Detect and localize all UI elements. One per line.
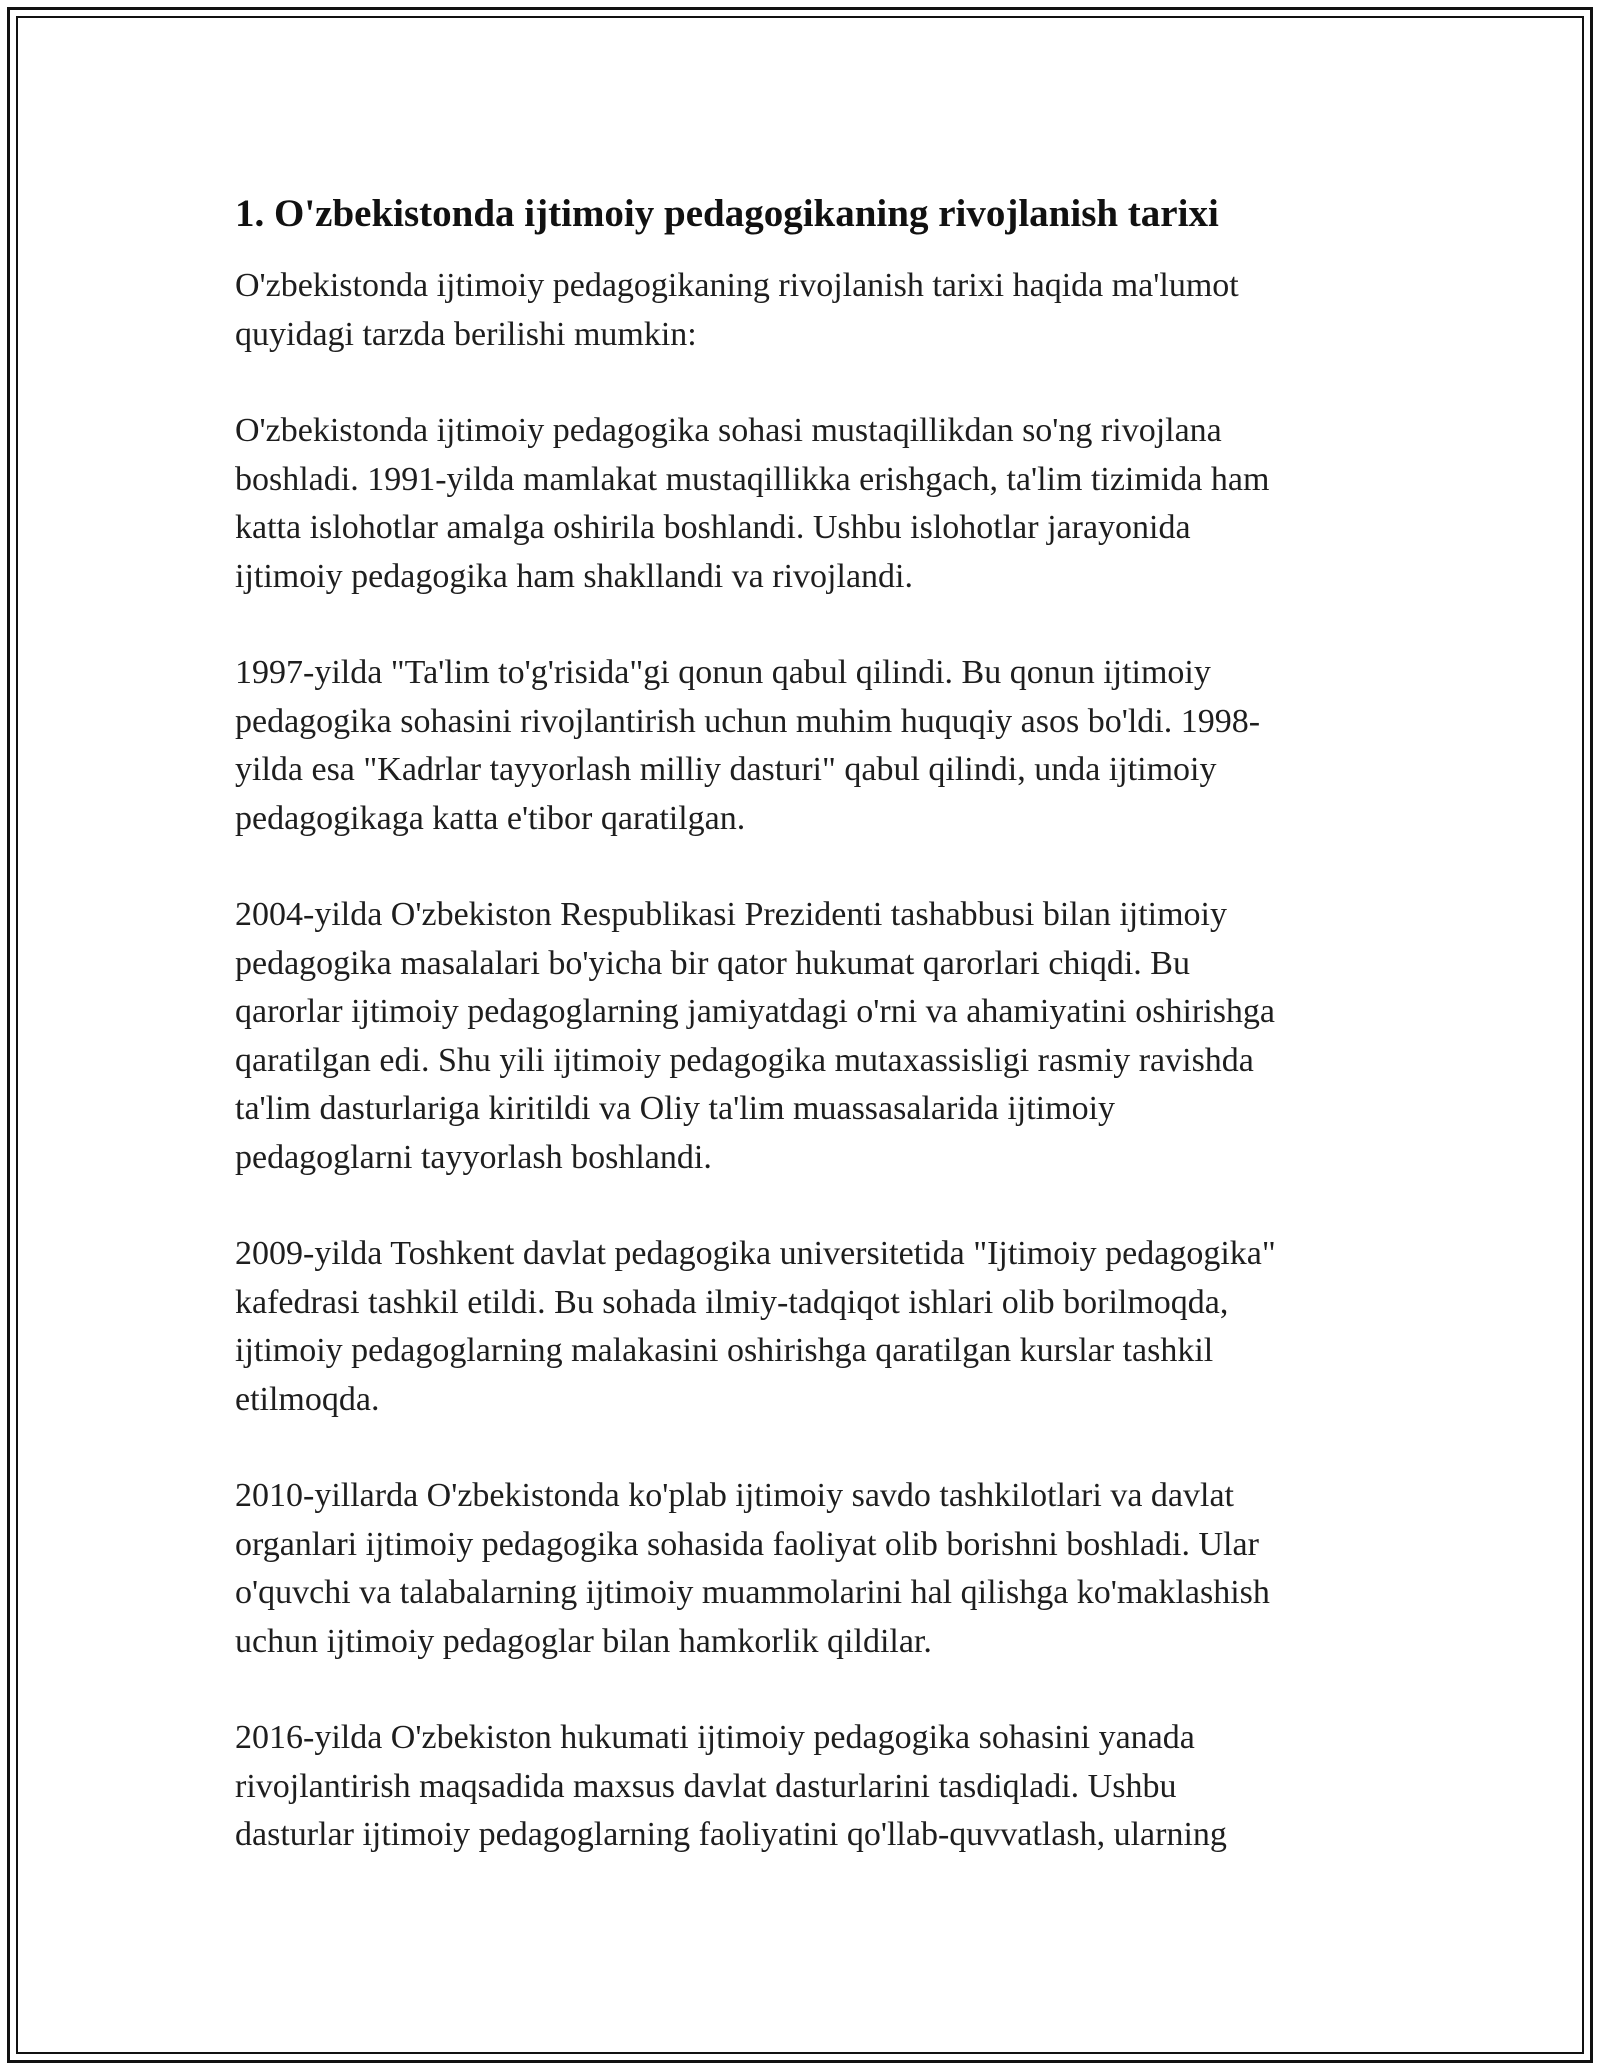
paragraph-2010: 2010-yillarda O'zbekistonda ko'plab ijtimoiy savdo tashkilotlari va davlat organlari ijtimoiy pedagogika sohasida faoliyat olib borishni boshladi. Ular o'quvchi va talabalarning ijtimoiy muammolarini hal qilishga ko'maklashish uchun ijtimoiy pedagoglar bilan hamkorlik qildilar. bbox=[235, 1477, 1270, 1660]
paragraph-2016: 2016-yilda O'zbekiston hukumati ijtimoiy pedagogika sohasini yanada rivojlantirish maqsadida maxsus davlat dasturlarini tasdiqladi. Ushbu dasturlar ijtimoiy pedagoglarning faoliyatini qo'llab-quvvatlash, ularning bbox=[235, 1719, 1227, 1853]
paragraph-independence: O'zbekistonda ijtimoiy pedagogika sohasi mustaqillikdan so'ng rivojlana boshladi. 1991-yilda mamlakat mustaqillikka erishgach, ta'lim tizimida ham katta islohotlar amalga oshirila boshlandi. Ushbu islohotlar jarayonida ijtimoiy pedagogika ham shakllandi va rivojlandi. bbox=[235, 412, 1270, 595]
section-title: 1. O'zbekistonda ijtimoiy pedagogikaning rivojlanish tarixi bbox=[235, 192, 1219, 235]
paragraph-1997: 1997-yilda "Ta'lim to'g'risida"gi qonun qabul qilindi. Bu qonun ijtimoiy pedagogika sohasini rivojlantirish uchun muhim huquqiy asos bo'ldi. 1998- yilda esa "Kadrlar tayyorlash milliy dasturi" qabul qilindi, unda ijtimoiy pedagogikaga katta e'tibor qaratilgan. bbox=[235, 654, 1261, 837]
paragraph-2009: 2009-yilda Toshkent davlat pedagogika universitetida "Ijtimoiy pedagogika" kafedrasi tashkil etildi. Bu sohada ilmiy-tadqiqot ishlari olib borilmoqda, ijtimoiy pedagoglarning malakasini oshirishga qaratilgan kurslar tashkil etilmoqda. bbox=[235, 1235, 1276, 1418]
paragraph-2004: 2004-yilda O'zbekiston Respublikasi Prezidenti tashabbusi bilan ijtimoiy pedagogika masalalari bo'yicha bir qator hukumat qarorlari chiqdi. Bu qarorlar ijtimoiy pedagoglarning jamiyatdagi o'rni va ahamiyatini oshirishga qaratilgan edi. Shu yili ijtimoiy pedagogika mutaxassisligi rasmiy ravishda ta'lim dasturlariga kiritildi va Oliy ta'lim muassasalarida ijtimoiy pedagoglarni tayyorlash boshlandi. bbox=[235, 896, 1276, 1176]
document-body bbox=[235, 188, 1365, 1860]
paragraph-intro: O'zbekistonda ijtimoiy pedagogikaning rivojlanish tarixi haqida ma'lumot quyidagi tarzda berilishi mumkin: bbox=[235, 267, 1239, 353]
